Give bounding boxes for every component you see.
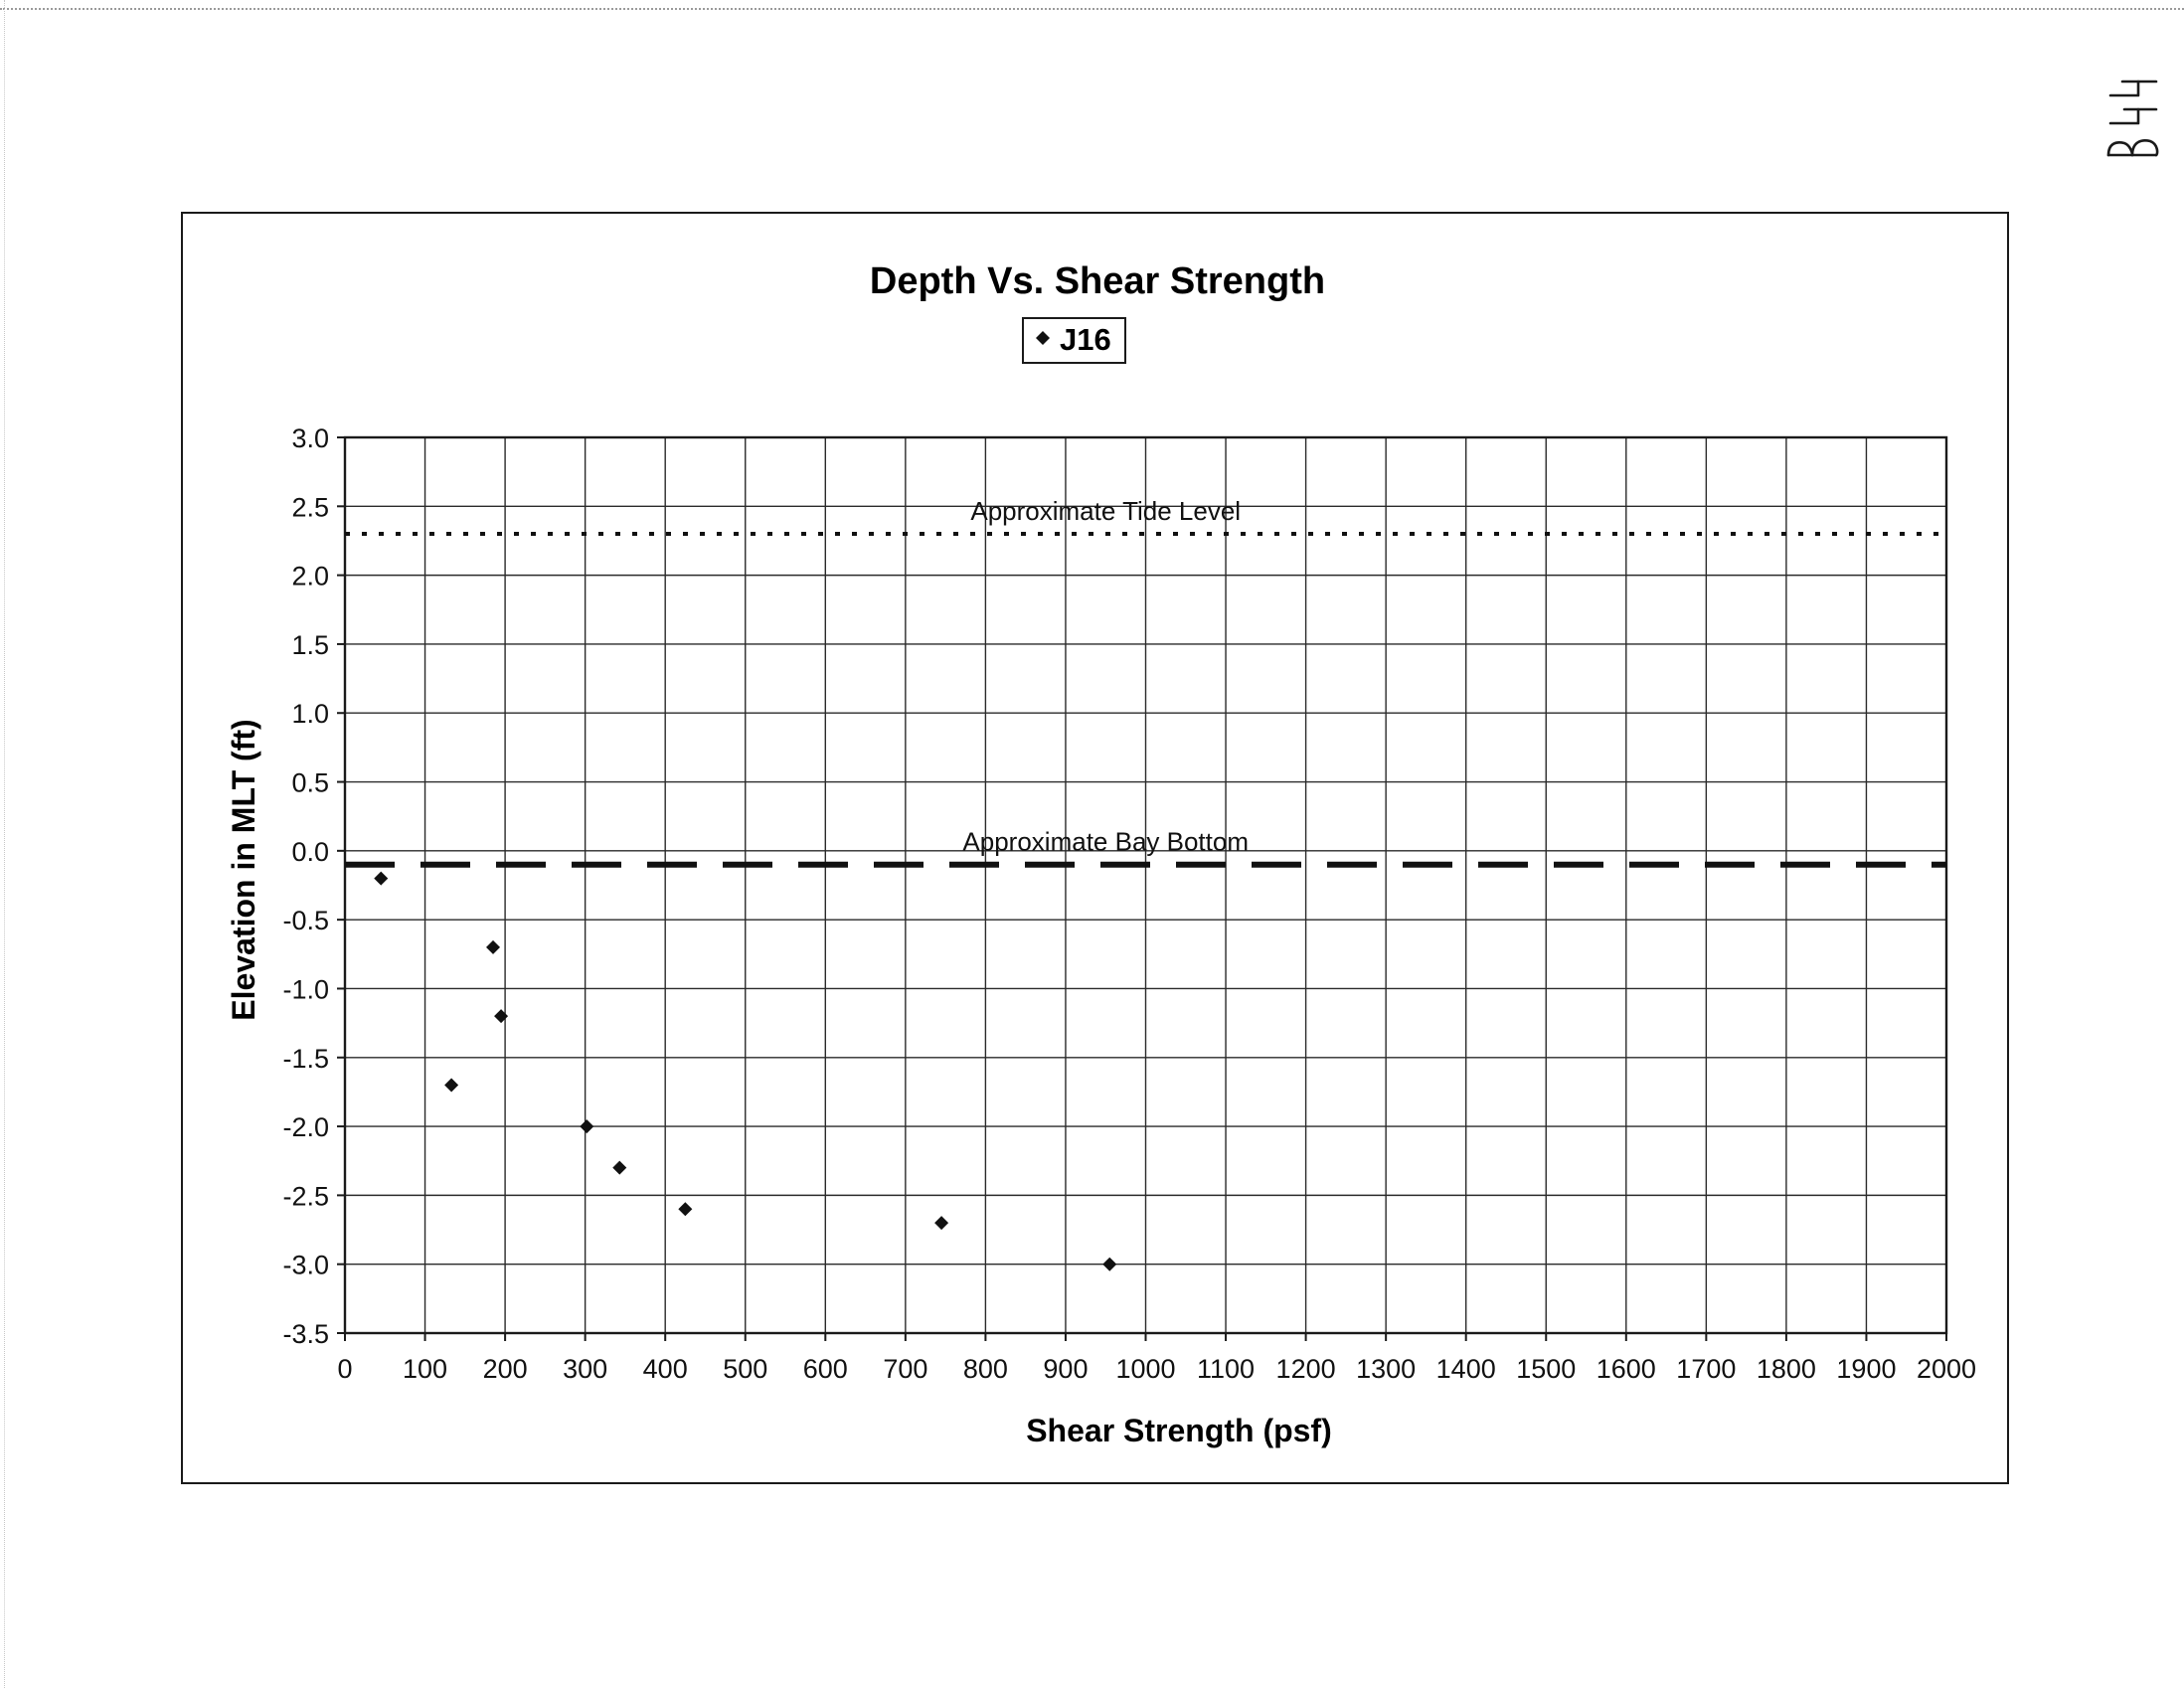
x-tick-label-13: 1300	[1356, 1354, 1417, 1384]
y-tick-label-1: 2.5	[291, 492, 329, 523]
x-tick-label-6: 600	[802, 1354, 848, 1384]
data-point-s0-0	[374, 872, 388, 886]
y-tick-label-3: 1.5	[291, 629, 329, 660]
x-tick-label-2: 200	[482, 1354, 528, 1384]
x-axis-title: Shear Strength (psf)	[1026, 1413, 1332, 1448]
x-tick-label-12: 1200	[1275, 1354, 1336, 1384]
y-tick-label-4: 1.0	[291, 699, 329, 730]
x-tick-label-15: 1500	[1516, 1354, 1577, 1384]
reference-line-label-1: Approximate Bay Bottom	[962, 826, 1250, 857]
scan-edge-top	[0, 8, 2184, 10]
x-tick-label-0: 0	[337, 1354, 353, 1384]
x-tick-label-14: 1400	[1435, 1354, 1496, 1384]
chart-frame	[181, 212, 2009, 1484]
reference-line-label-0: Approximate Tide Level	[970, 496, 1242, 527]
data-point-s0-6	[678, 1202, 692, 1216]
x-tick-label-18: 1800	[1756, 1354, 1816, 1384]
y-tick-label-11: -2.5	[282, 1181, 329, 1212]
x-tick-label-10: 1000	[1115, 1354, 1176, 1384]
data-point-s0-7	[934, 1216, 948, 1230]
data-point-s0-2	[494, 1009, 508, 1023]
x-tick-label-16: 1600	[1596, 1354, 1656, 1384]
data-point-s0-5	[612, 1161, 626, 1175]
plot-area	[282, 423, 1976, 1384]
y-tick-label-0: 3.0	[291, 423, 329, 453]
y-tick-label-6: 0.0	[291, 836, 329, 867]
x-tick-label-19: 1900	[1836, 1354, 1897, 1384]
y-axis-title: Elevation in MLT (ft)	[226, 719, 261, 1021]
x-tick-label-11: 1100	[1197, 1354, 1256, 1384]
scan-edge-left	[4, 0, 5, 1688]
data-point-s0-8	[1102, 1258, 1116, 1271]
y-tick-label-9: -1.5	[282, 1043, 329, 1074]
legend	[1023, 318, 1125, 363]
y-tick-label-10: -2.0	[282, 1112, 329, 1143]
data-point-s0-3	[444, 1078, 458, 1092]
scatter-chart	[183, 214, 2007, 1482]
x-tick-label-5: 500	[723, 1354, 768, 1384]
y-tick-label-8: -1.0	[282, 974, 329, 1005]
legend-label-series-1: J16	[1060, 322, 1111, 357]
x-tick-label-9: 900	[1043, 1354, 1089, 1384]
x-tick-label-17: 1700	[1676, 1354, 1737, 1384]
data-point-s0-4	[580, 1119, 593, 1133]
data-point-s0-1	[486, 940, 500, 954]
x-tick-label-8: 800	[962, 1354, 1008, 1384]
y-tick-label-5: 0.5	[291, 767, 329, 798]
x-tick-label-20: 2000	[1916, 1354, 1977, 1384]
x-tick-label-7: 700	[883, 1354, 928, 1384]
y-tick-label-12: -3.0	[282, 1250, 329, 1280]
y-tick-label-7: -0.5	[282, 906, 329, 936]
handwritten-page-note	[2102, 60, 2162, 169]
x-tick-label-4: 400	[642, 1354, 688, 1384]
chart-title: Depth Vs. Shear Strength	[869, 260, 1326, 302]
x-tick-label-3: 300	[563, 1354, 608, 1384]
x-tick-label-1: 100	[403, 1354, 448, 1384]
y-tick-label-2: 2.0	[291, 561, 329, 591]
y-tick-label-13: -3.5	[282, 1319, 329, 1349]
